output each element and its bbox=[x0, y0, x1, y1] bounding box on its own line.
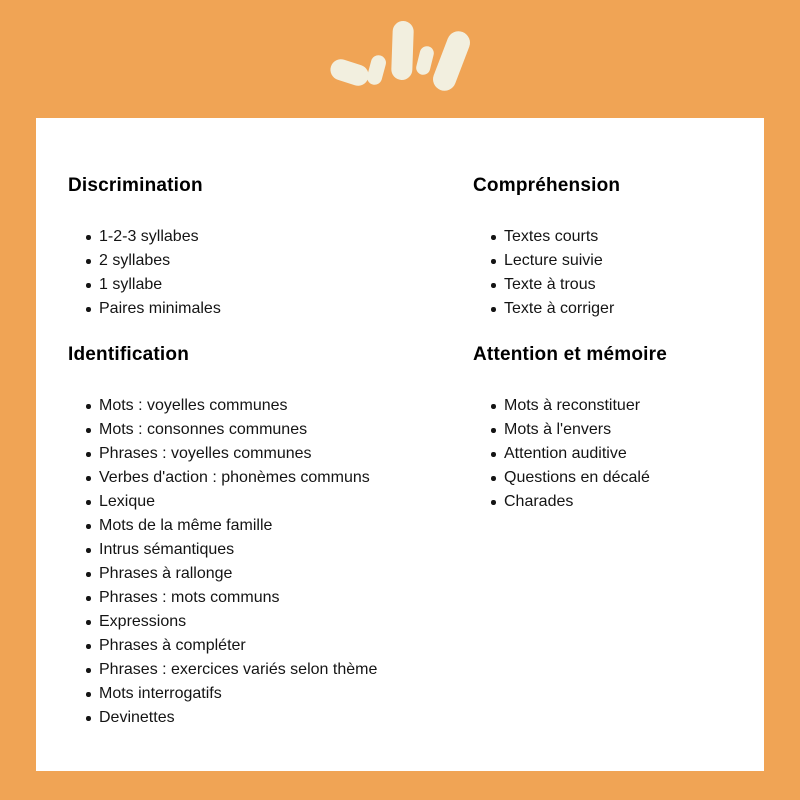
list-item: Mots : voyelles communes bbox=[68, 394, 377, 418]
list-item: Texte à trous bbox=[473, 273, 620, 297]
section-discrimination bbox=[68, 173, 221, 321]
section-title: Attention et mémoire bbox=[473, 344, 668, 365]
list-item: Lecture suivie bbox=[473, 249, 620, 273]
list-item: Mots de la même famille bbox=[68, 514, 377, 538]
list-item: Devinettes bbox=[68, 706, 377, 730]
list-item: 2 syllabes bbox=[68, 249, 221, 273]
list-item: 1-2-3 syllabes bbox=[68, 225, 221, 249]
list-item: Questions en décalé bbox=[473, 466, 667, 490]
list-item: Charades bbox=[473, 490, 667, 514]
list-item: Expressions bbox=[68, 610, 377, 634]
comprehension-list bbox=[473, 225, 620, 321]
list-item: Mots interrogatifs bbox=[68, 682, 377, 706]
list-item: Attention auditive bbox=[473, 442, 667, 466]
list-item: Mots à reconstituer bbox=[473, 394, 667, 418]
section-title: Identification bbox=[68, 344, 190, 365]
list-item: Paires minimales bbox=[68, 297, 221, 321]
list-item: Phrases : exercices variés selon thème bbox=[68, 658, 377, 682]
list-item: Mots : consonnes communes bbox=[68, 418, 377, 442]
section-identification bbox=[68, 342, 377, 730]
list-item: Intrus sémantiques bbox=[68, 538, 377, 562]
section-attention-memoire bbox=[473, 342, 667, 514]
burst-decoration bbox=[0, 0, 800, 118]
section-title: Discrimination bbox=[68, 175, 203, 196]
list-item: Phrases : voyelles communes bbox=[68, 442, 377, 466]
list-item: Mots à l'envers bbox=[473, 418, 667, 442]
list-item: Phrases : mots communs bbox=[68, 586, 377, 610]
list-item: 1 syllabe bbox=[68, 273, 221, 297]
burst-stroke-icon bbox=[415, 45, 436, 77]
identification-list bbox=[68, 394, 377, 730]
list-item: Lexique bbox=[68, 490, 377, 514]
list-item: Phrases à rallonge bbox=[68, 562, 377, 586]
attention-memoire-list bbox=[473, 394, 667, 514]
burst-stroke-icon bbox=[365, 54, 387, 87]
burst-stroke-icon bbox=[391, 21, 414, 81]
list-item: Textes courts bbox=[473, 225, 620, 249]
burst-stroke-icon bbox=[430, 28, 474, 94]
content-card bbox=[36, 118, 764, 771]
section-title: Compréhension bbox=[473, 175, 621, 196]
list-item: Texte à corriger bbox=[473, 297, 620, 321]
burst-stroke-icon bbox=[328, 56, 372, 88]
list-item: Phrases à compléter bbox=[68, 634, 377, 658]
discrimination-list bbox=[68, 225, 221, 321]
list-item: Verbes d'action : phonèmes communs bbox=[68, 466, 377, 490]
section-comprehension bbox=[473, 173, 620, 321]
